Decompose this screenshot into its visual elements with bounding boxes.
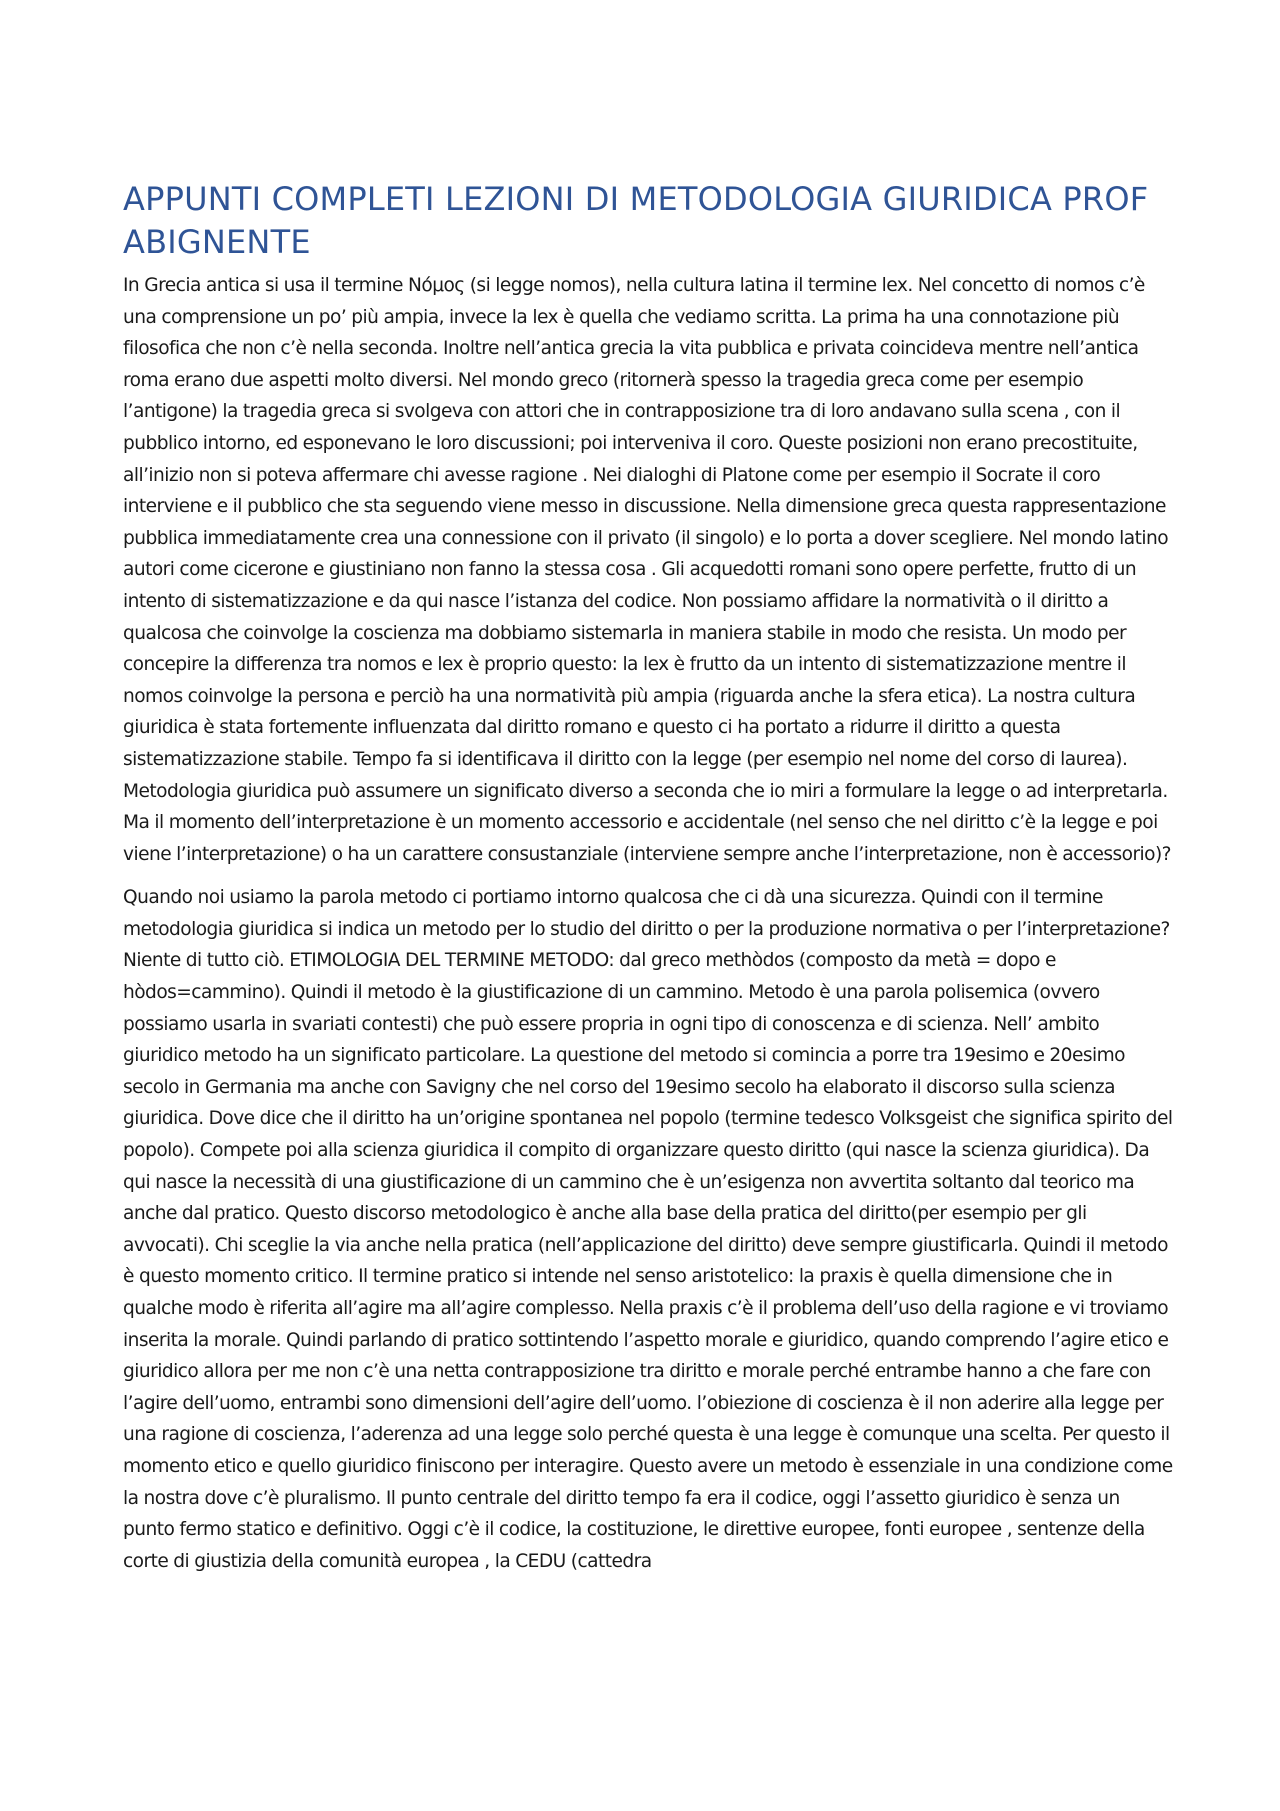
paragraph-1: In Grecia antica si usa il termine Nόμος (si legge nomos), nella cultura latina il termine lex. Nel concetto di nomos c’è una comprensione un po’ più ampia, invece la lex è quella che vediamo scritta. La prima ha una connotazione più filosofica che non c’è nella seconda. Inoltre nell’antica grecia la vita pubblica e privata coincideva mentre nell’antica roma erano due aspetti molto diversi. Nel mondo greco (ritornerà spesso la tragedia greca come per esempio l’antigone) la tragedia greca si svolgeva con attori che in contrapposizione tra di loro andavano sulla scena , con il pubblico intorno, ed esponevano le loro discussioni; poi interveniva il coro. Queste posizioni non erano precostituite, all’inizio non si poteva affermare chi avesse ragione . Nei dialoghi di Platone come per esempio il Socrate il coro interviene e il pubblico che sta seguendo viene messo in discussione. Nella dimensione greca questa rappresentazione pubblica immediatamente crea una connessione con il privato (il singolo) e lo porta a dover scegliere. Nel mondo latino autori come cicerone e giustiniano non fanno la stessa cosa . Gli acquedotti romani sono opere perfette, frutto di un intento di sistematizzazione e da qui nasce l’istanza del codice. Non possiamo affidare la normatività o il diritto a qualcosa che coinvolge la coscienza ma dobbiamo sistemarla in maniera stabile in modo che resista. Un modo per concepire la differenza tra nomos e lex è proprio questo: la lex è frutto da un intento di sistematizzazione mentre il nomos coinvolge la persona e perciò ha una normatività più ampia (riguarda anche la sfera etica). La nostra cultura giuridica è stata fortemente influenzata dal diritto romano e questo ci ha portato a ridurre il diritto a questa sistematizzazione stabile. Tempo fa si identificava il diritto con la legge (per esempio nel nome del corso di laurea). Metodologia giuridica può assumere un significato diverso a seconda che io miri a formulare la legge o ad interpretarla. Ma il momento dell’interpretazione è un momento accessorio e accidentale (nel senso che nel diritto c’è la legge e poi viene l’interpretazione) o ha un carattere consustanziale (interviene sempre anche l’interpretazione, non è accessorio)?	[123, 275, 1172, 865]
paragraph-2: Quando noi usiamo la parola metodo ci portiamo intorno qualcosa che ci dà una sicurezza. Quindi con il termine metodologia giuridica si indica un metodo per lo studio del diritto o per la produzione normativa o per l’interpretazione? Niente di tutto ciò. ETIMOLOGIA DEL TERMINE METODO: dal greco methòdos (composto da metà = dopo e hòdos=cammino). Quindi il metodo è la giustificazione di un cammino. Metodo è una parola polisemica (ovvero possiamo usarla in svariati contesti) che può essere propria in ogni tipo di conoscenza e di scienza. Nell’ ambito giuridico metodo ha un significato particolare. La questione del metodo si comincia a porre tra 19esimo e 20esimo secolo in Germania ma anche con Savigny che nel corso del 19esimo secolo ha elaborato il discorso sulla scienza giuridica. Dove dice che il diritto ha un’origine spontanea nel popolo (termine tedesco Volksgeist che significa spirito del popolo). Compete poi alla scienza giuridica il compito di organizzare questo diritto (qui nasce la scienza giuridica). Da qui nasce la necessità di una giustificazione di un cammino che è un’esigenza non avvertita soltanto dal teorico ma anche dal pratico. Questo discorso metodologico è anche alla base della pratica del diritto(per esempio per gli avvocati). Chi sceglie la via anche nella pratica (nell’applicazione del diritto) deve sempre giustificarla. Quindi il metodo è questo momento critico. Il termine pratico si intende nel senso aristotelico: la praxis è quella dimensione che in qualche modo è riferita all’agire ma all’agire complesso. Nella praxis c’è il problema dell’uso della ragione e vi troviamo inserita la morale. Quindi parlando di pratico sottintendo l’aspetto morale e giuridico, quando comprendo l’agire etico e giuridico allora per me non c’è una netta contrapposizione tra diritto e morale perché entrambe hanno a che fare con l’agire dell’uomo, entrambi sono dimensioni dell’agire dell’uomo. l’obiezione di coscienza è il non aderire alla legge per una ragione di coscienza, l’aderenza ad una legge solo perché questa è una legge è comunque una scelta. Per questo il momento etico e quello giuridico finiscono per interagire. Questo avere un metodo è essenziale in una condizione come la nostra dove c’è pluralismo. Il punto centrale del diritto tempo fa era il codice, oggi l’assetto giuridico è senza un punto fermo statico e definitivo. Oggi c’è il codice, la costituzione, le direttive europee, fonti europee , sentenze della corte di giustizia della comunità europea , la CEDU (cattedra	[123, 887, 1173, 1572]
document-title: APPUNTI COMPLETI LEZIONI DI METODOLOGIA GIURIDICA PROF ABIGNENTE	[123, 180, 1149, 261]
document-page	[123, 178, 1173, 1589]
